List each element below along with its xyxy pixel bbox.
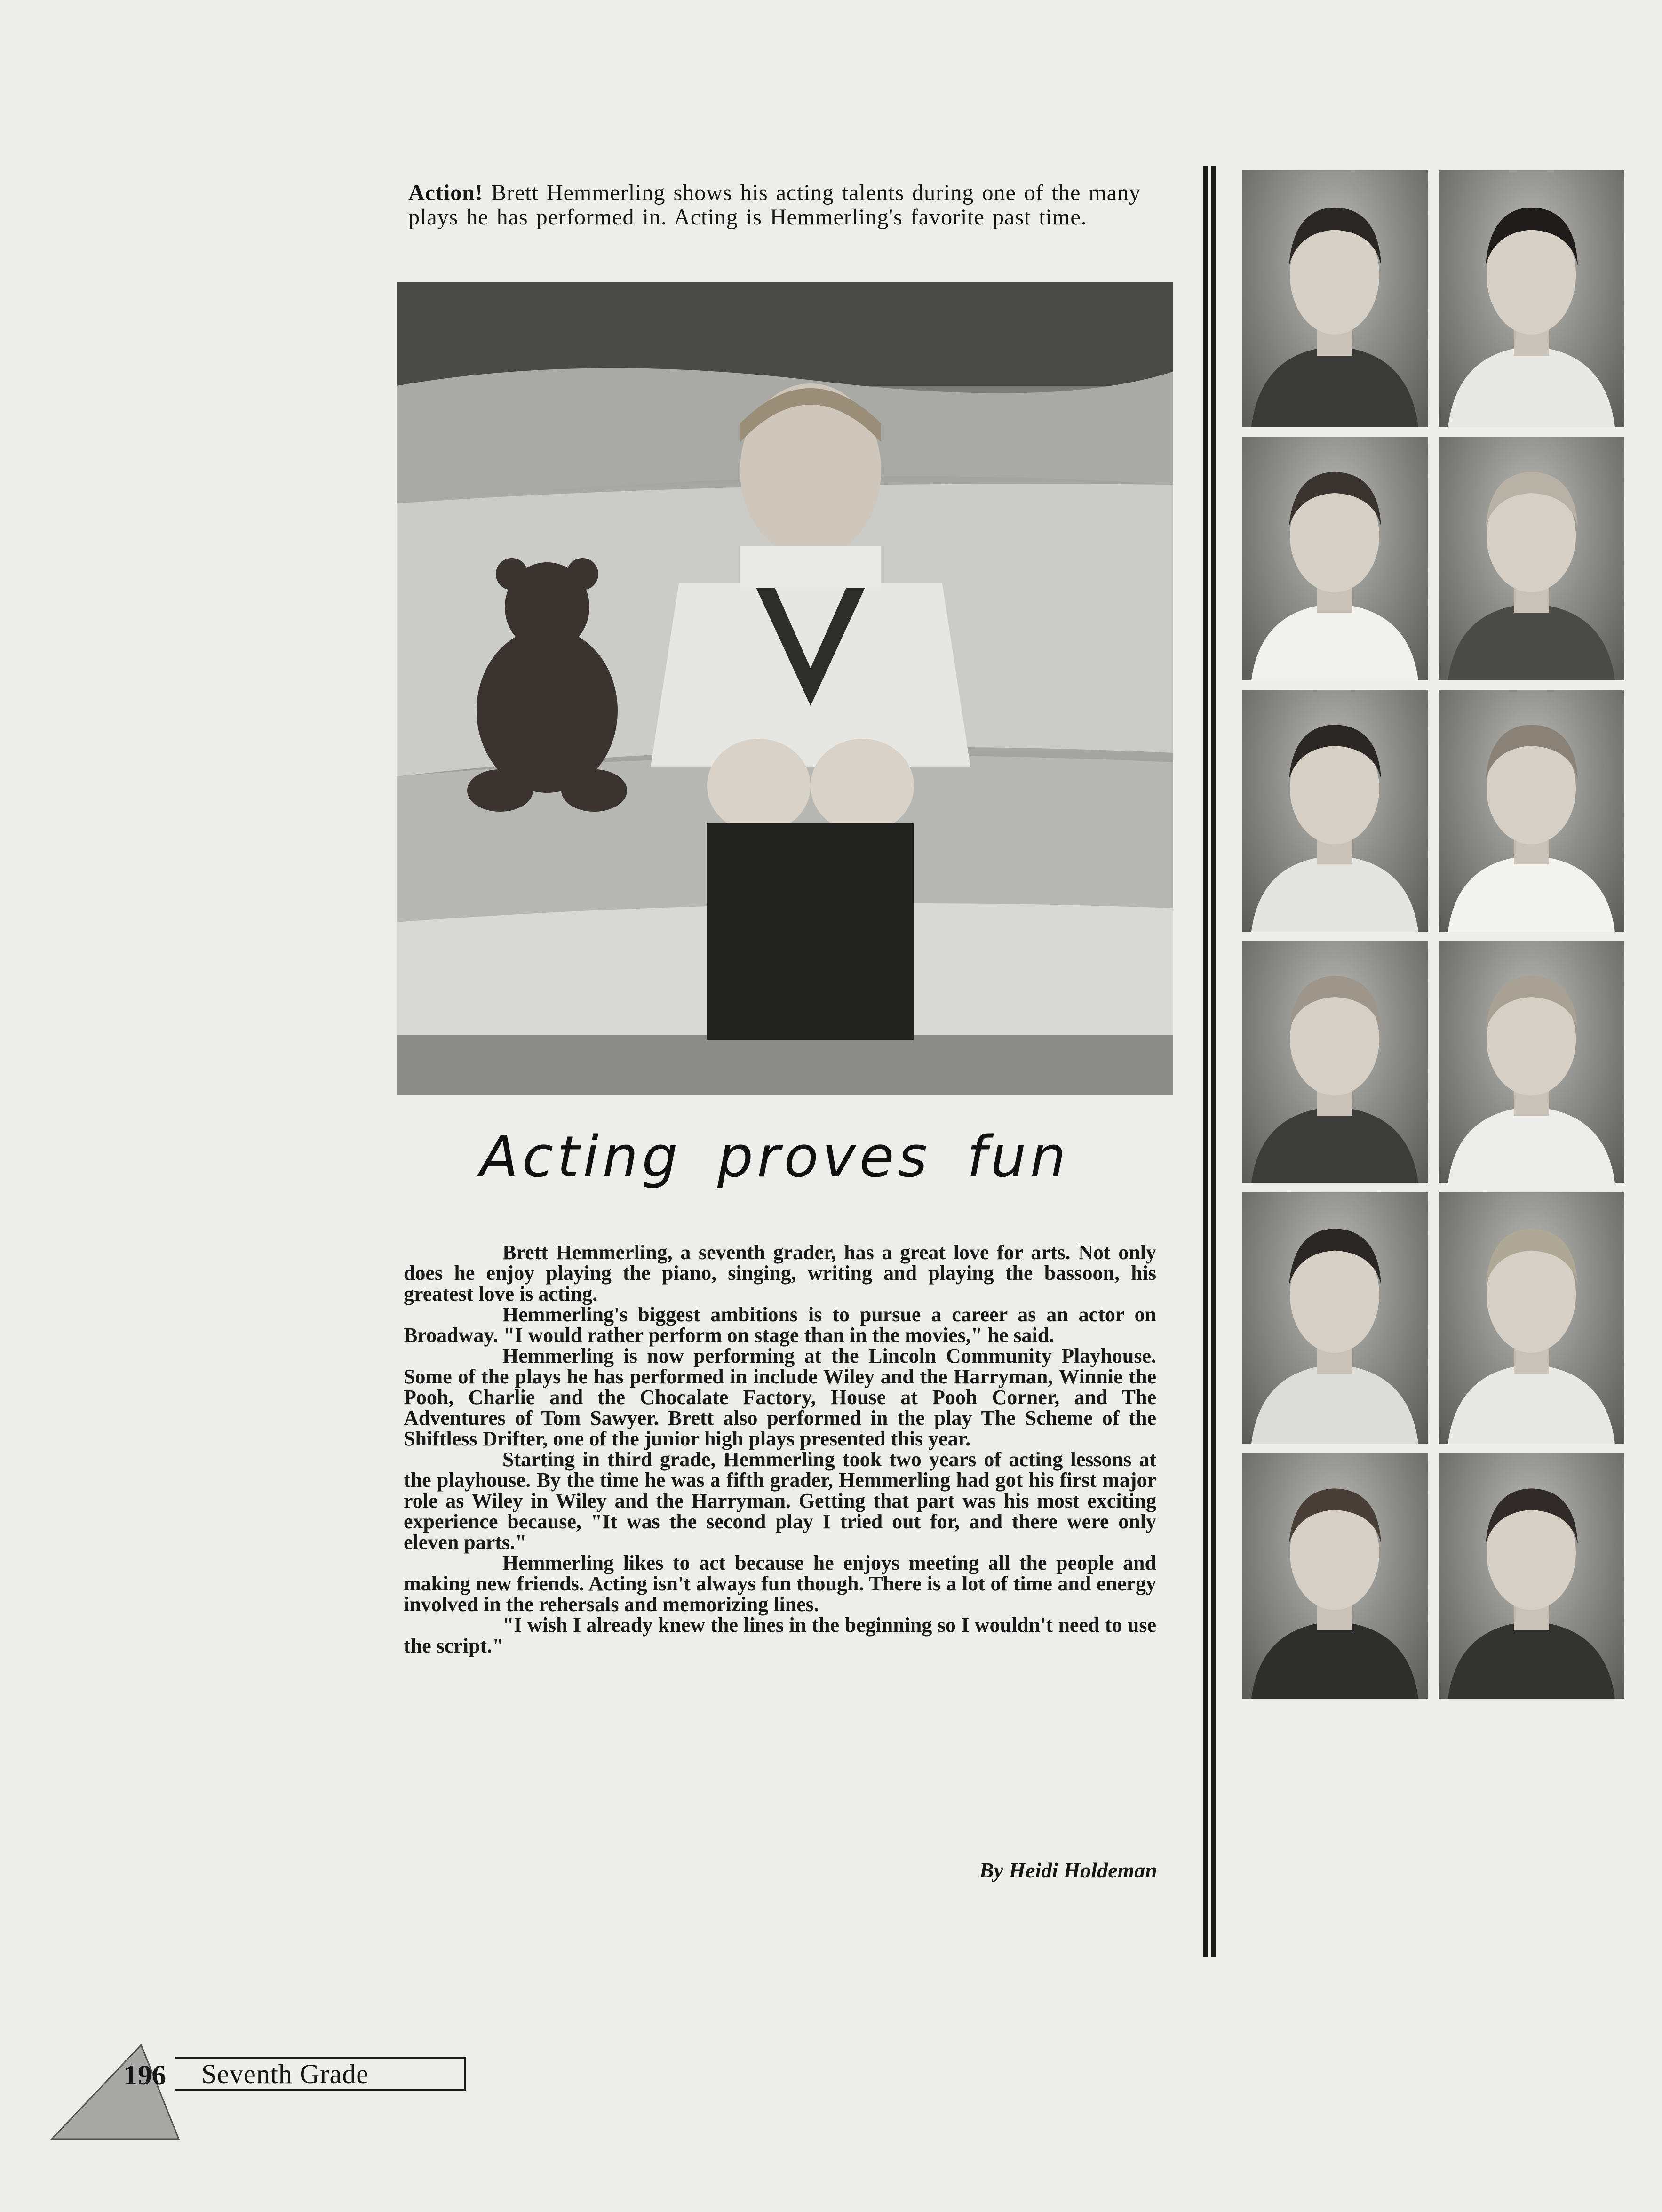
- student-portrait: [1242, 1192, 1428, 1444]
- section-label: [175, 2057, 466, 2091]
- student-portrait: [1439, 437, 1624, 680]
- page-number: 196: [124, 2060, 166, 2091]
- column-divider: [1203, 166, 1208, 1957]
- column-divider: [1211, 166, 1216, 1957]
- article-paragraph: "I wish I already knew the lines in the beginning so I wouldn't need to use the script.": [404, 1613, 1156, 1657]
- folio-triangle-graphic: [47, 2040, 183, 2144]
- article-paragraph: Brett Hemmerling, a seventh grader, has a great love for arts. Not only does he enjoy playing the piano, singing, writing and playing the bassoon, his greatest love is acting.: [404, 1241, 1156, 1305]
- student-portrait: [1242, 437, 1428, 680]
- student-portrait: [1439, 1453, 1624, 1699]
- portrait-silhouette-icon: [1242, 1453, 1428, 1699]
- article-paragraph: Hemmerling's biggest ambitions is to pursue a career as an actor on Broadway. "I would rather perform on stage than in the movies," he said.: [404, 1303, 1156, 1347]
- portrait-silhouette-icon: [1439, 1453, 1624, 1699]
- portrait-silhouette-icon: [1242, 1192, 1428, 1444]
- portrait-silhouette-icon: [1439, 1192, 1624, 1444]
- student-portrait: [1242, 941, 1428, 1183]
- portrait-silhouette-icon: [1439, 941, 1624, 1183]
- student-portrait: [1439, 941, 1624, 1183]
- student-portrait: [1439, 170, 1624, 427]
- portrait-silhouette-icon: [1242, 437, 1428, 680]
- student-portrait: [1242, 170, 1428, 427]
- article-paragraph: Hemmerling likes to act because he enjoys meeting all the people and making new friends. Acting isn't always fun though. There is a lot of time and energy involved in the rehersals and memorizing lines.: [404, 1551, 1156, 1616]
- stage-scene-illustration: [397, 282, 1173, 1095]
- article-paragraph: Starting in third grade, Hemmerling took two years of acting lessons at the playhouse. By the time he was a fifth grader, Hemmerling had got his first major role as Wiley in Wiley and the Harryman. Getting that part was his most exciting experience because, "It was the second play I tried out for, and there were only eleven parts.": [404, 1448, 1156, 1554]
- article-paragraph: Hemmerling is now performing at the Lincoln Community Playhouse. Some of the plays he has performed in include Wiley and the Harryman, Winnie the Pooh, Charlie and the Chocalate Factory, House at Pooh Corner, and The Adventures of Tom Sawyer. Brett also performed in the play The Scheme of the Shiftless Drifter, one of the junior high plays presented this year.: [404, 1344, 1156, 1450]
- student-portrait: [1242, 690, 1428, 932]
- portrait-silhouette-icon: [1242, 170, 1428, 427]
- student-portrait: [1439, 1192, 1624, 1444]
- portrait-silhouette-icon: [1439, 437, 1624, 680]
- portrait-silhouette-icon: [1242, 690, 1428, 932]
- caption-lead: Action!: [408, 180, 483, 205]
- portrait-silhouette-icon: [1439, 170, 1624, 427]
- article-body: [404, 1242, 1156, 1656]
- student-portrait: [1242, 1453, 1428, 1699]
- student-portrait: [1439, 690, 1624, 932]
- portrait-silhouette-icon: [1242, 941, 1428, 1183]
- photo-caption: [408, 181, 1161, 230]
- caption-text: Brett Hemmerling shows his acting talents during one of the many plays he has performed in. Acting is Hemmerling's favorite past time.: [408, 180, 1141, 230]
- portrait-silhouette-icon: [1439, 690, 1624, 932]
- feature-photo: [397, 282, 1173, 1095]
- section-name: Seventh Grade: [201, 2059, 369, 2089]
- article-byline: By Heidi Holdeman: [979, 1858, 1157, 1882]
- article-headline: Acting proves fun: [480, 1125, 1070, 1190]
